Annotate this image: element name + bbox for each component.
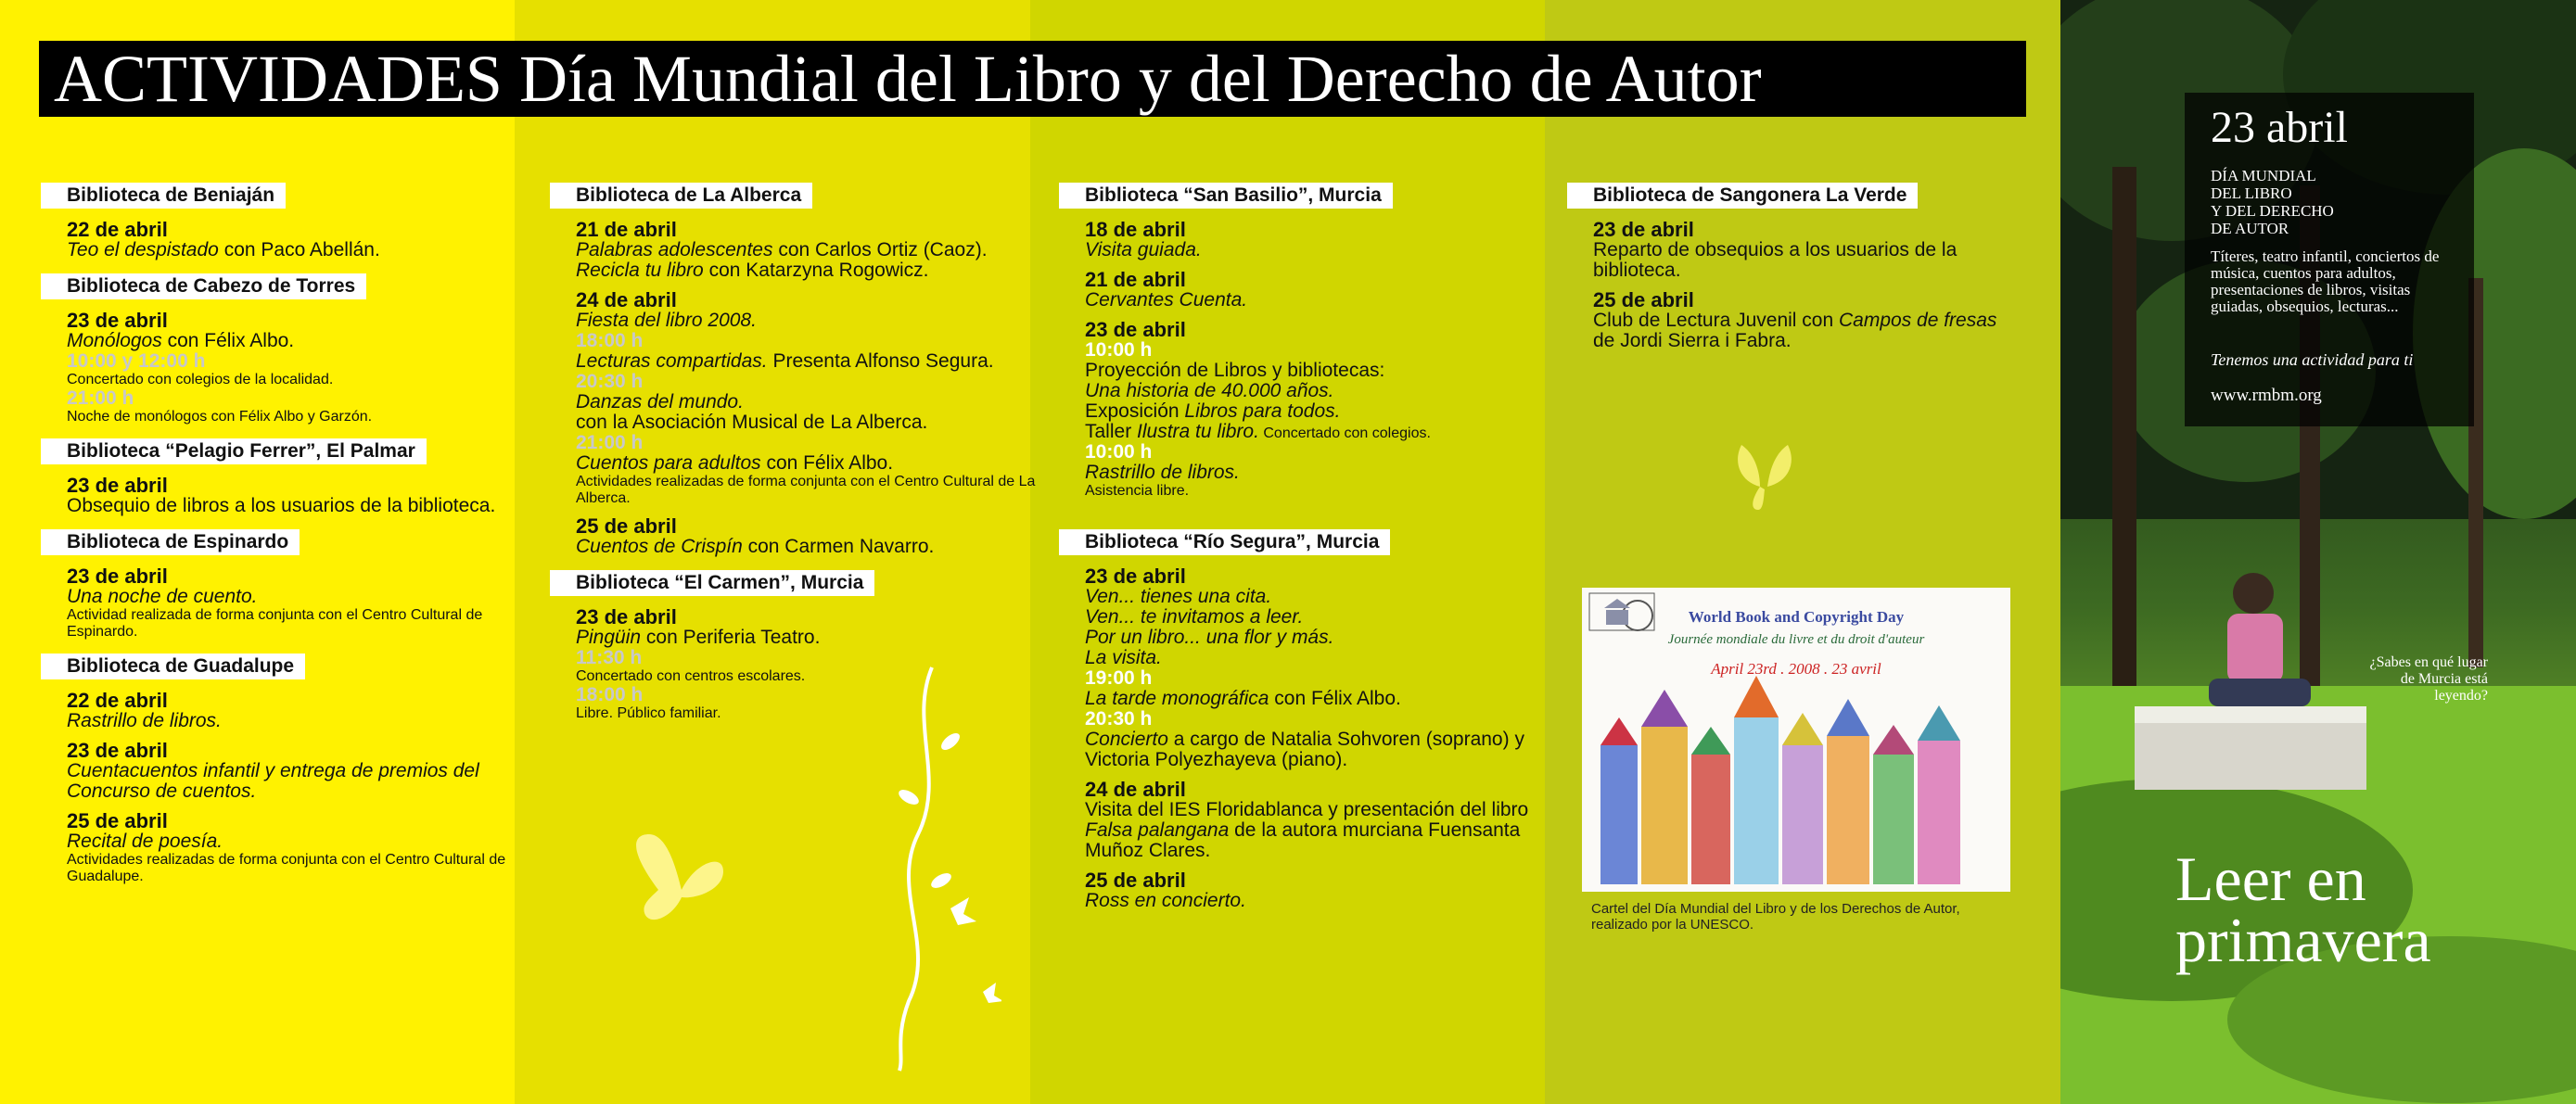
event-date: 24 de abril [576,288,677,311]
event-title: La visita. [1085,647,1162,668]
event-time: 18:00 h [576,330,644,351]
event-date: 23 de abril [67,565,168,588]
event-detail: Presenta Alfonso Segura. [767,350,994,372]
event-detail: Club de Lectura Juvenil con [1593,310,1839,331]
event-detail: Exposición [1085,400,1185,422]
headline-line: Leer en [2175,844,2366,914]
event-date: 22 de abril [67,218,168,241]
event-date: 25 de abril [67,809,168,832]
event-date: 23 de abril [67,739,168,762]
event-date: 25 de abril [1085,869,1186,892]
event-date: 23 de abril [67,309,168,332]
event-title: Recital de poesía. [67,831,223,852]
poster-title: World Book and Copyright Day [1688,608,1905,626]
event-note: Asistencia libre. [1085,483,1190,499]
event-detail: con la Asociación Musical de La Alberca. [576,412,928,433]
library-heading: Biblioteca de Guadalupe [41,654,305,679]
event-title: Visita guiada. [1085,239,1202,260]
event-time: 11:30 h [576,647,643,668]
subtitle-line: Y DEL DERECHO [2211,202,2334,220]
event-title: Concierto [1085,729,1168,750]
event-detail: con Carmen Navarro. [742,536,935,557]
event-time: 10:00 h [1085,339,1153,361]
event-title: Una noche de cuento. [67,586,258,607]
event-title: Danzas del mundo. [576,391,744,412]
event-date: 25 de abril [1593,288,1694,311]
event-detail: con Katarzyna Rogowicz. [703,260,929,281]
column-4-background [1545,0,2060,1104]
library-heading: Biblioteca “El Carmen”, Murcia [550,570,874,596]
event-title: Libros para todos. [1184,400,1341,422]
event-title: Pingüin [576,627,642,648]
column-1-content [67,183,530,898]
event-title: Falsa palangana [1085,819,1230,841]
library-heading: Biblioteca de La Alberca [550,183,812,209]
event-date: 22 de abril [67,689,168,712]
library-heading: Biblioteca de Beniaján [41,183,286,209]
event-title: La tarde monográfica [1085,688,1269,709]
headline-line: primavera [2175,905,2431,975]
event-title: Cervantes Cuenta. [1085,289,1248,311]
event-detail: con Félix Albo. [760,452,894,474]
event-title: Cuentos de Crispín [576,536,743,557]
caption-line: realizado por la UNESCO. [1591,917,1754,933]
poster-date: April 23rd . 2008 . 23 avril [1711,660,1881,678]
event-detail: con Carlos Ortiz (Caoz). [772,239,988,260]
library-heading: Biblioteca de Espinardo [41,529,300,555]
event-date: 21 de abril [1085,268,1186,291]
event-detail: Visita del IES Floridablanca y presentación del libro [1085,799,1529,820]
event-title: Ilustra tu libro. [1137,421,1259,442]
event-note: Noche de monólogos con Félix Albo y Garzón. [67,409,373,425]
event-date: 18 de abril [1085,218,1186,241]
subtitle-line: DÍA MUNDIAL [2211,167,2316,184]
event-detail: Taller [1085,421,1138,442]
event-detail: de la autora murciana Fuensanta Muñoz Clares. [1085,819,1521,861]
event-title: Ross en concierto. [1085,890,1246,911]
event-date: 23 de abril [1593,218,1694,241]
event-date: 25 de abril [576,514,677,538]
subtitle-line: DE AUTOR [2211,220,2289,237]
event-title: Rastrillo de libros. [1085,462,1240,483]
library-heading: Biblioteca de Sangonera La Verde [1567,183,1918,209]
event-title: Cuentos para adultos [576,452,761,474]
event-title: Lecturas compartidas. [576,350,768,372]
event-note: Actividades realizadas de forma conjunta con el Centro Cultural de La Alberca. [576,474,1036,506]
poster-caption [1591,901,2018,933]
event-date: 23 de abril [576,605,677,628]
column-4-content [1593,183,2010,364]
panel-date: 23 abril [2211,103,2348,152]
event-date: 21 de abril [576,218,677,241]
event-time: 19:00 h [1085,667,1153,689]
subtitle-line: DEL LIBRO [2211,184,2292,202]
panel-question: ¿Sabes en qué lugar de Murcia está leyendo? [2369,654,2488,704]
event-time: 20:30 h [1085,708,1153,730]
library-heading: Biblioteca de Cabezo de Torres [41,273,366,299]
event-title: Palabras adolescentes [576,239,773,260]
event-note: Concertado con colegios. [1258,425,1431,441]
event-time: 21:00 h [576,432,644,453]
event-time: 18:00 h [576,684,644,705]
poster-subtitle: Journée mondiale du livre et du droit d'auteur [1667,632,1925,647]
event-title: Monólogos [67,330,162,351]
event-time: 10:00 y 12:00 h [67,350,206,372]
library-heading: Biblioteca “San Basilio”, Murcia [1059,183,1393,209]
library-heading: Biblioteca “Pelagio Ferrer”, El Palmar [41,438,427,464]
butterfly-illustration [1723,436,1806,519]
event-title: Rastrillo de libros. [67,710,222,731]
library-heading: Biblioteca “Río Segura”, Murcia [1059,529,1390,555]
event-time: 10:00 h [1085,441,1153,463]
event-note: Actividades realizadas de forma conjunta con el Centro Cultural de Guadalupe. [67,852,506,884]
event-title: Ven... tienes una cita. [1085,586,1272,607]
event-title: Campos de fresas [1839,310,1997,331]
event-title: Cuentacuentos infantil y entrega de premios del Concurso de cuentos. [67,760,479,802]
event-title: Fiesta del libro 2008. [576,310,757,331]
event-time: 21:00 h [67,387,134,409]
event-date: 23 de abril [67,474,168,497]
panel-tagline: Tenemos una actividad para ti [2211,350,2414,369]
event-title: Recicla tu libro [576,260,704,281]
page-title: ACTIVIDADES Día Mundial del Libro y del Derecho de Autor [39,41,2026,117]
event-detail: con Félix Albo. [1269,688,1401,709]
panel-headline [2175,844,2431,975]
event-detail: Reparto de obsequios a los usuarios de la biblioteca. [1593,239,1958,281]
panel-subtitle [2211,167,2334,237]
event-time: 20:30 h [576,371,644,392]
event-detail: Proyección de Libros y bibliotecas: [1085,360,1385,381]
event-note: Actividad realizada de forma conjunta con el Centro Cultural de Espinardo. [67,607,483,640]
unesco-poster [1582,588,2010,892]
event-detail: con Félix Albo. [161,330,295,351]
panel-description: Títeres, teatro infantil, conciertos de música, cuentos para adultos, presentaciones de libros, visitas guiadas, obsequios, lecturas... [2211,247,2440,315]
column-3-content [1085,183,1549,924]
event-note: Concertado con centros escolares. [576,668,806,684]
event-detail: de Jordi Sierra i Fabra. [1593,330,1792,351]
event-date: 24 de abril [1085,778,1186,801]
caption-line: Cartel del Día Mundial del Libro y de los Derechos de Autor, [1591,901,1960,917]
event-detail: Obsequio de libros a los usuarios de la biblioteca. [67,495,496,516]
event-title: Por un libro... una flor y más. [1085,627,1334,648]
event-title: Ven... te invitamos a leer. [1085,606,1304,628]
event-detail: con Paco Abellán. [218,239,380,260]
event-date: 23 de abril [1085,318,1186,341]
event-note: Concertado con colegios de la localidad. [67,372,334,387]
event-date: 23 de abril [1085,565,1186,588]
event-detail: a cargo de Natalia Sohvoren (soprano) y Victoria Polyezhayeva (piano). [1085,729,1524,770]
event-detail: con Periferia Teatro. [641,627,821,648]
event-title: Una historia de 40.000 años. [1085,380,1334,401]
panel-url[interactable]: www.rmbm.org [2211,386,2322,405]
event-note: Libre. Público familiar. [576,705,721,721]
event-title: Teo el despistado [67,239,219,260]
flower-illustration [593,649,1001,1075]
